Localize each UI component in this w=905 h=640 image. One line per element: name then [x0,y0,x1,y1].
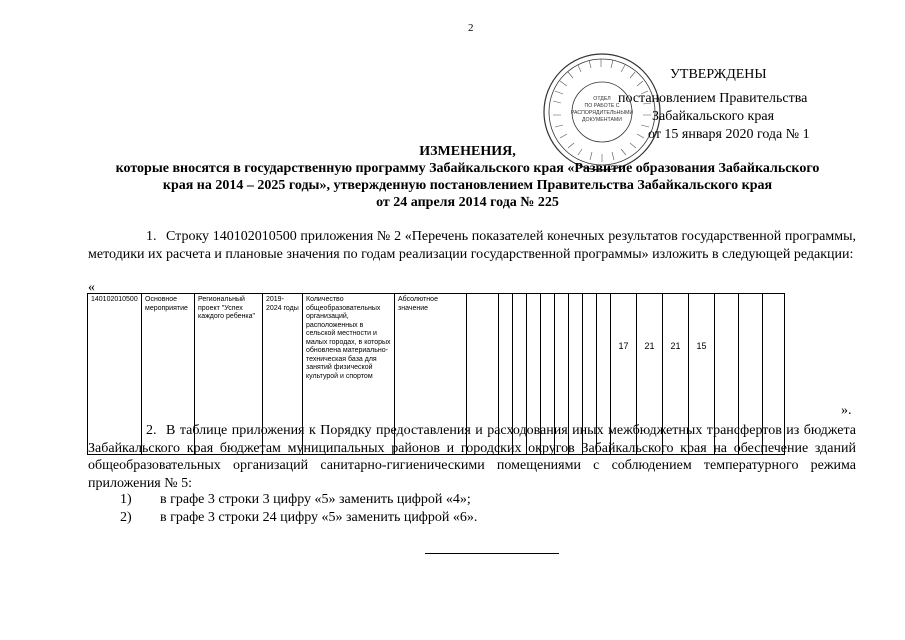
row-code: 140102010500 [88,294,142,455]
approval-block [618,66,810,144]
paragraph-2-number: 2. [146,423,157,438]
document-subtitle-line-2: края на 2014 – 2025 годы», утвержденную постановлением Правительства Забайкальского края [162,178,773,193]
closing-quote: ». [841,403,852,418]
separator-line [425,553,559,554]
value-cell: 17 [611,294,637,455]
svg-text:ПО РАБОТЕ С: ПО РАБОТЕ С [584,103,620,109]
approval-heading: УТВЕРЖДЕНЫ [670,67,767,82]
list-item-number: 2) [120,510,132,525]
document-subtitle-line-1: которые вносятся в государственную программу Забайкальского края «Развитие образования Забайкальского [115,161,820,176]
page-number: 2 [468,22,474,34]
list-item [120,491,471,508]
paragraph-2-text: В таблице приложения к Порядку предоставления и расходования иных межбюджетных трансфертов из бюджета Забайкальского края бюджетам муниципальных районов и городских округов Забайкальского края на обеспечение зданий общеобразовательных организаций санитарно-гигиеническими помещениями с соблюдением температурного режима приложения № 5: [88,423,856,491]
row-indicator: Количество общеобразовательных организаций, расположенных в сельской местности и малых городах, в которых обновлена материально-техническая база для занятий физической культурой и спортом [303,294,395,455]
row-project: Региональный проект "Успех каждого ребенка" [195,294,263,455]
svg-text:РАСПОРЯДИТЕЛЬНЫМИ: РАСПОРЯДИТЕЛЬНЫМИ [570,110,634,116]
opening-quote: « [88,280,95,295]
row-type: Основное мероприятие [142,294,195,455]
svg-text:ДОКУМЕНТАМИ: ДОКУМЕНТАМИ [582,117,622,123]
value-cell: 21 [637,294,663,455]
list-item-text: в графе 3 строки 3 цифру «5» заменить цифрой «4»; [160,492,471,507]
value-cell: 15 [689,294,715,455]
paragraph-1-number: 1. [146,229,157,244]
svg-text:ОТДЕЛ: ОТДЕЛ [593,96,611,102]
approval-line-2: постановлением Правительства [618,91,808,106]
approval-line-4: от 15 января 2020 года № 1 [648,127,810,142]
list-item [120,509,478,526]
row-unit: Абсолютное значение [395,294,467,455]
approval-line-3: Забайкальского края [652,109,775,124]
paragraph-1-text: Строку 140102010500 приложения № 2 «Перечень показателей конечных результатов государственной программы, методики их расчета и плановые значения по годам реализации государственной программы» изложить в следующей редакции: [88,229,856,262]
list-item-number: 1) [120,492,132,507]
value-cell: 21 [663,294,689,455]
list-item-text: в графе 3 строки 24 цифру «5» заменить цифрой «6». [160,510,478,525]
paragraph-2 [88,422,856,492]
document-subtitle-line-3: от 24 апреля 2014 года № 225 [376,195,559,210]
paragraph-1 [88,228,856,263]
document-title: ИЗМЕНЕНИЯ, [419,144,516,159]
row-period: 2019-2024 годы [263,294,303,455]
